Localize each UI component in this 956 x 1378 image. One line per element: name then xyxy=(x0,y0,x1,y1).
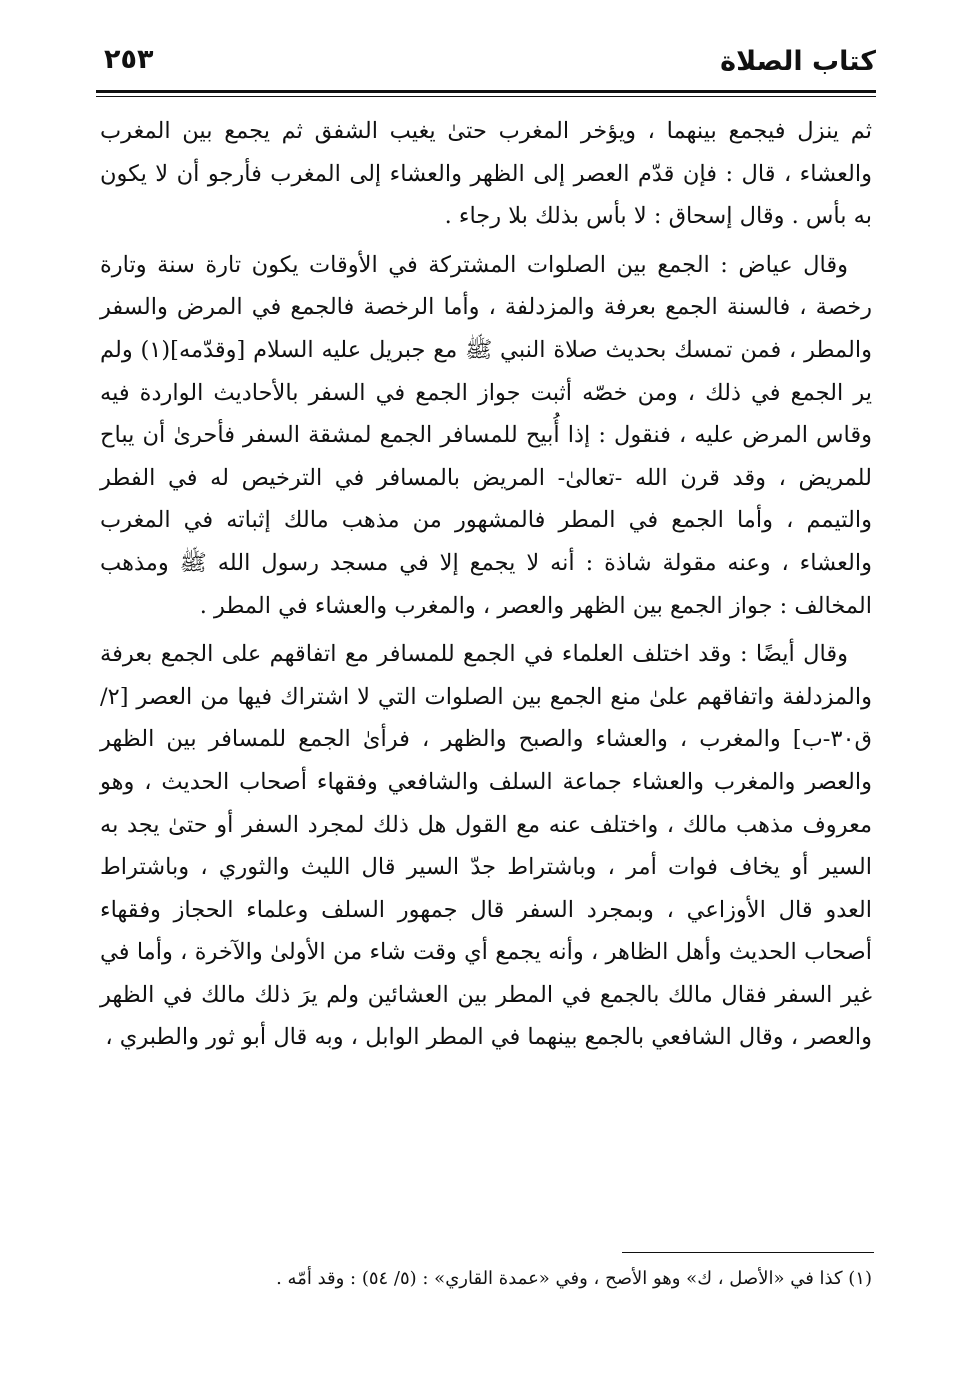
header-rule-thin xyxy=(96,96,876,97)
paragraph-2: وقال عياض : الجمع بين الصلوات المشتركة في الأوقات يكون تارة سنة وتارة رخصة ، فالسنة الجمع بعرفة والمزدلفة ، وأما الرخصة فالجمع في المرض والسفر والمطر ، فمن تمسك بحديث صلاة النبي ﷺ مع جبريل عليه السلام [وقدّمه](١) ولم ير الجمع في ذلك ، ومن خصّه أثبت جواز الجمع في السفر بالأحاديث الواردة فيه وقاس المرض عليه ، فنقول : إذا أُبيح للمسافر الجمع لمشقة السفر فأحرىٰ أن يباح للمريض ، وقد قرن الله -تعالىٰ- المريض بالمسافر في الترخيص له في الفطر والتيمم ، وأما الجمع في المطر فالمشهور من مذهب مالك إثباته في المغرب والعشاء ، وعنه مقولة شاذة : أنه لا يجمع إلا في مسجد رسول الله ﷺ ومذهب المخالف : جواز الجمع بين الظهر والعصر ، والمغرب والعشاء في المطر . xyxy=(100,251,872,619)
footnote-1: (١) كذا في «الأصل ، ك» وهو الأصح ، وفي «عمدة القاري» : (٥/ ٥٤) : وقد أمّه . xyxy=(276,1268,872,1289)
paragraph-1: ثم ينزل فيجمع بينهما ، ويؤخر المغرب حتىٰ يغيب الشفق ثم يجمع بين المغرب والعشاء ، قال : فإن قدّم العصر إلى الظهر والعشاء إلى المغرب فأرجو أن لا يكون به بأس . وقال إسحاق : لا بأس بذلك بلا رجاء . xyxy=(100,118,872,230)
running-title: كتاب الصلاة xyxy=(720,46,876,77)
page-number: ٢٥٣ xyxy=(104,44,154,75)
page-header xyxy=(96,40,876,90)
paragraph-3: وقال أيضًا : وقد اختلف العلماء في الجمع للمسافر مع اتفاقهم على الجمع بعرفة والمزدلفة واتفاقهم علىٰ منع الجمع بين الصلوات التي لا اشتراك فيها من العصر [٢/ ق٣٠-ب] والمغرب ، والعشاء والصبح والظهر ، فرأىٰ الجمع للمسافر بين الظهر والعصر والمغرب والعشاء جماعة السلف والشافعي وفقهاء أصحاب الحديث ، وهو معروف مذهب مالك ، واختلف عنه مع القول هل ذلك لمجرد السفر أو حتىٰ يجد به السير أو يخاف فوات أمر ، وباشتراط جدّ السير قال الليث والثوري ، وباشتراط العدو قال الأوزاعي ، وبمجرد السفر قال جمهور السلف وعلماء الحجاز وفقهاء أصحاب الحديث وأهل الظاهر ، وأنه يجمع أي وقت شاء من الأولىٰ والآخرة ، وأما في غير السفر فقال مالك بالجمع في المطر بين العشائين ولم يرَ ذلك مالك في الظهر والعصر ، وقال الشافعي بالجمع بينهما في المطر الوابل ، وبه قال أبو ثور والطبري ، xyxy=(100,641,872,1051)
header-rule xyxy=(96,90,876,93)
main-text xyxy=(100,110,872,1065)
footnote-separator xyxy=(622,1252,874,1253)
